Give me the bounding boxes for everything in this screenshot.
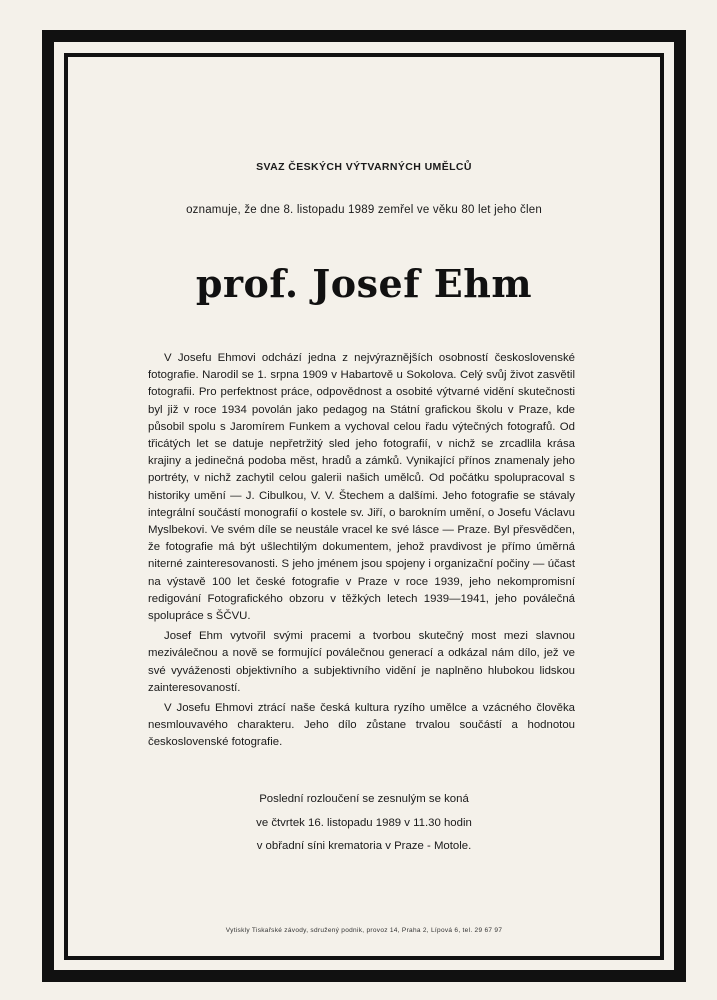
eulogy-paragraph: Josef Ehm vytvořil svými pracemi a tvorbou skutečný most mezi slavnou meziválečnou a nově se formující poválečnou generací a odkázal nám dílo, jež ve své vyváženosti objektivního a subjektivního vidění je naplněno hlubokou lidskou zainteresovaností. — [148, 630, 575, 694]
funeral-date: ve čtvrtek 16. listopadu 1989 v 11.30 hodin — [256, 816, 472, 829]
printer-imprint: Vytiskly Tiskařské závody, sdružený podnik, provoz 14, Praha 2, Lípová 6, tel. 29 67 97 — [225, 927, 503, 934]
eulogy-paragraph: V Josefu Ehmovi odchází jedna z nejvýraznějších osobností československé fotografie. Narodil se 1. srpna 1909 v Habartově u Sokolova. Celý svůj život zasvětil fotografii. Pro perfektnost práce, odpovědnost a osobité výtvarné vidění skutečnosti byl již v roce 1934 povolán jako pedagog na Státní grafickou školu v Praze, kde působil spolu s Jaromírem Funkem a vychoval celou řadu výtečných fotografů. Od třicátých let se datuje nepřetržitý sled jeho fotografií, v nichž se zrcadlila krása krajiny a jedinečná podoba měst, hradů a zámků. Vynikající přínos znamenaly jeho portréty, v nichž zachytil celou galerii našich umělců. Od počátku spolupracoval s historiky umění — J. Cibulkou, V. V. Štechem a dalšími. Jeho fotografie se stávaly integrální součástí monografií o kostele sv. Jiří, o barokním umění, o Josefu Václavu Myslbekovi. Ve svém díle se neustále vracel ke své lásce — Praze. Byl přesvědčen, že fotografie má být ušlechtilým dokumentem, jehož pravdivost je přímo úměrná niterné zainteresovanosti. S jeho jménem jsou spojeny i organizační počiny — účast na výstavě 100 let české fotografie v Praze v roce 1939, jeho nekompromisní redigování Fotografického obzoru v těžkých letech 1939—1941, jeho poválečná spolupráce s ŠČVU. — [148, 352, 575, 623]
obituary-notice — [68, 57, 660, 956]
organization-title: SVAZ ČESKÝCH VÝTVARNÝCH UMĚLCŮ — [256, 161, 472, 173]
death-announcement: oznamuje, že dne 8. listopadu 1989 zemřel ve věku 80 let jeho člen — [186, 204, 542, 216]
eulogy-paragraph: V Josefu Ehmovi ztrácí naše česká kultura ryzího umělce a vzácného člověka nesmlouvavého charakteru. Jeho dílo zůstane trvalou součástí a hodnotou československé fotografie. — [148, 702, 575, 749]
eulogy-text — [148, 350, 575, 755]
deceased-name: prof. Josef Ehm — [195, 261, 533, 306]
funeral-location: v obřadní síni krematoria v Praze - Motole. — [256, 840, 472, 852]
funeral-details — [68, 788, 660, 859]
funeral-line: Poslední rozloučení se zesnulým se koná — [259, 793, 469, 805]
